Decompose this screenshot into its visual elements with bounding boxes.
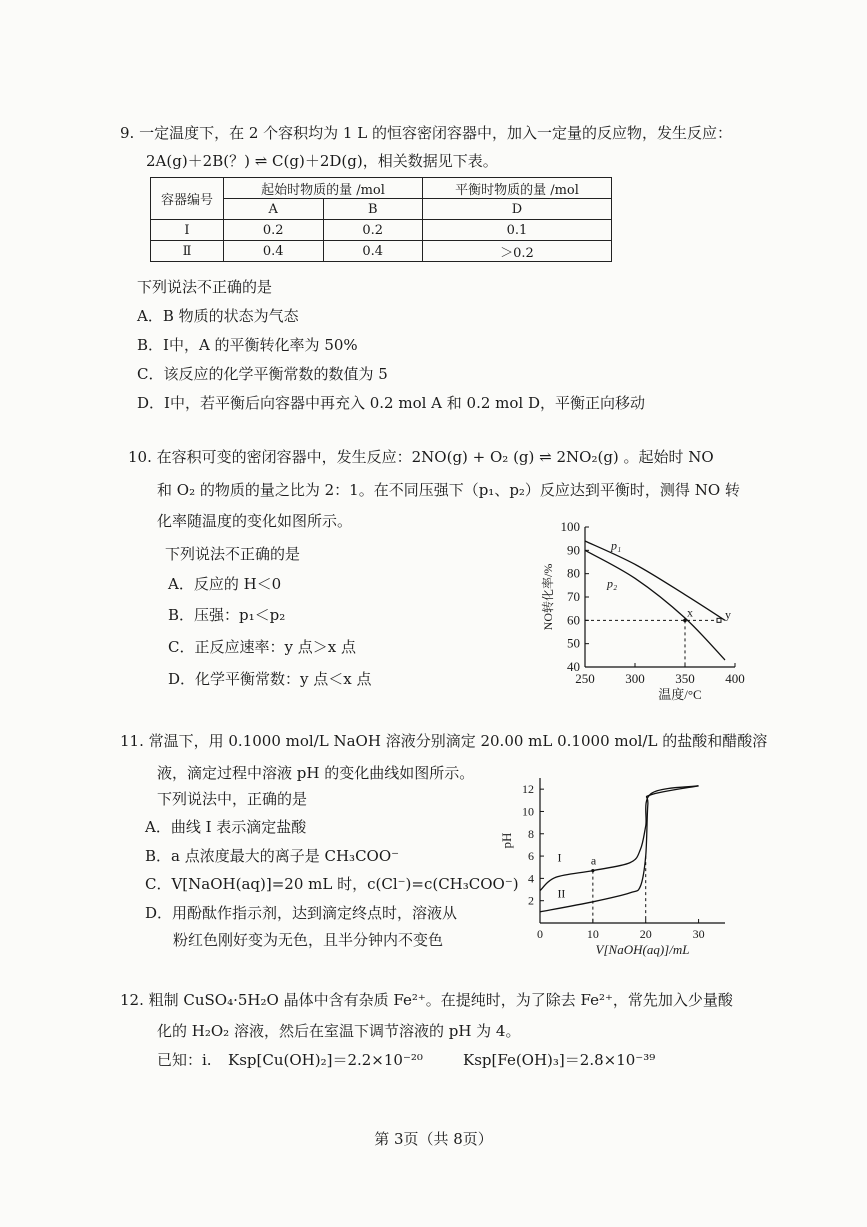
q9-option-c: C．该反应的化学平衡常数的数值为 5 xyxy=(137,365,388,383)
y-tick-label: 80 xyxy=(567,565,580,581)
q9-option-d: D．Ⅰ中，若平衡后向容器中再充入 0.2 mol A 和 0.2 mol D，平衡正向移动 xyxy=(137,394,646,412)
q11-option-d: D．用酚酞作指示剂，达到滴定终点时，溶液从 xyxy=(145,904,458,922)
q11-option-c: C．V[NaOH(aq)]=20 mL 时，c(Cl⁻)=c(CH₃COO⁻) xyxy=(145,875,519,893)
y-tick-label: 6 xyxy=(528,849,534,864)
x-tick-label: 20 xyxy=(639,927,652,941)
series-label-I: I xyxy=(557,850,562,865)
q10-option-a: A．反应的 H＜0 xyxy=(168,575,282,593)
page-footer: 第 3页（共 8页） xyxy=(374,1130,493,1148)
q11-stem: 下列说法中，正确的是 xyxy=(157,790,308,808)
y-tick-label: 2 xyxy=(528,893,534,908)
y-tick-label: 12 xyxy=(522,782,534,797)
y-tick-label: 40 xyxy=(567,659,580,674)
x-tick-label: 10 xyxy=(586,927,599,941)
q11-line2: 液，滴定过程中溶液 pH 的变化曲线如图所示。 xyxy=(157,764,475,782)
y-tick-label: 70 xyxy=(567,589,580,604)
q12-ksp-fe: Ksp[Fe(OH)₃]＝2.8×10⁻³⁹ xyxy=(463,1051,656,1069)
titration-chart xyxy=(495,768,740,958)
x-tick-label: 300 xyxy=(625,671,645,686)
table-cell-d: 0.1 xyxy=(423,220,612,241)
q11-option-d-cont: 粉红色刚好变为无色，且半分钟内不变色 xyxy=(173,931,444,949)
y-tick-label: 90 xyxy=(567,542,580,558)
x-tick-label: 350 xyxy=(675,671,695,686)
x-tick-label: 250 xyxy=(575,671,595,686)
point-y-label: y xyxy=(725,607,731,622)
series-label-II: II xyxy=(557,886,566,901)
table-cell-a: 0.4 xyxy=(224,241,324,262)
q12-line2: 化的 H₂O₂ 溶液，然后在室温下调节溶液的 pH 为 4。 xyxy=(157,1022,521,1040)
point-a-label: a xyxy=(590,853,597,868)
q10-line2: 和 O₂ 的物质的量之比为 2：1。在不同压强下（p₁、p₂）反应达到平衡时，测得 NO 转 xyxy=(157,481,740,499)
q10-option-c: C．正反应速率：y 点＞x 点 xyxy=(168,638,356,656)
y-tick-label: 10 xyxy=(522,804,534,819)
x-tick-label: 30 xyxy=(692,927,705,941)
x-axis-label: V[NaOH(aq)]/mL xyxy=(595,942,690,957)
table-header-start: 起始时物质的量 /mol xyxy=(224,178,423,199)
y-tick-label: 60 xyxy=(567,612,580,628)
series-label-p2: p₂ xyxy=(607,576,618,591)
table-row xyxy=(151,220,612,241)
q9-line2: 2A(g)＋2B(？) ⇌ C(g)＋2D(g)，相关数据见下表。 xyxy=(146,152,498,170)
x-axis-label: 温度/°C xyxy=(658,687,702,702)
x-tick-label: 400 xyxy=(725,671,745,686)
y-axis-label: NO转化率/% xyxy=(541,563,555,631)
q11-option-b: B．a 点浓度最大的离子是 CH₃COO⁻ xyxy=(145,847,400,865)
q9-option-b: B．Ⅰ中，A 的平衡转化率为 50% xyxy=(137,336,358,354)
series-line-p1 xyxy=(585,538,725,620)
q10-line3: 化率随温度的变化如图所示。 xyxy=(157,512,353,530)
table-sub-d: D xyxy=(423,199,612,220)
x-tick-label: 0 xyxy=(537,927,543,941)
q9-option-a: A．B 物质的状态为气态 xyxy=(137,307,299,325)
q11-option-a: A．曲线 I 表示滴定盐酸 xyxy=(145,818,307,836)
table-cell-d: ＞0.2 xyxy=(423,241,612,262)
y-tick-label: 8 xyxy=(528,826,534,841)
q12-line1: 12. 粗制 CuSO₄·5H₂O 晶体中含有杂质 Fe²⁺。在提纯时，为了除去 Fe²⁺，常先加入少量酸 xyxy=(120,991,733,1009)
no-conversion-chart xyxy=(530,512,760,702)
table-cell-b: 0.2 xyxy=(323,220,423,241)
table-cell-id: Ⅱ xyxy=(151,241,224,262)
table-header-eq: 平衡时物质的量 /mol xyxy=(423,178,612,199)
q12-known-label: 已知：i. xyxy=(157,1051,212,1069)
table-cell-b: 0.4 xyxy=(323,241,423,262)
y-axis-label: pH xyxy=(499,832,514,849)
q10-line1: 10. 在容积可变的密闭容器中，发生反应：2NO(g) + O₂ (g) ⇌ 2NO₂(g) 。起始时 NO xyxy=(128,448,714,466)
q12-ksp-cu: Ksp[Cu(OH)₂]＝2.2×10⁻²⁰ xyxy=(228,1051,423,1069)
table-header-container: 容器编号 xyxy=(151,178,224,220)
q9-line1: 9. 一定温度下，在 2 个容积均为 1 L 的恒容密闭容器中，加入一定量的反应物，发生反应： xyxy=(120,124,732,142)
point-y xyxy=(717,618,721,622)
q10-stem: 下列说法不正确的是 xyxy=(165,545,301,563)
table-row xyxy=(151,241,612,262)
q9-data-table xyxy=(150,177,612,262)
q11-line1: 11. 常温下，用 0.1000 mol/L NaOH 溶液分别滴定 20.00 mL 0.1000 mol/L 的盐酸和醋酸溶 xyxy=(120,732,768,750)
table-cell-a: 0.2 xyxy=(224,220,324,241)
series-label-p1: p₁ xyxy=(611,538,622,553)
q10-option-d: D．化学平衡常数：y 点＜x 点 xyxy=(168,670,372,688)
y-tick-label: 50 xyxy=(567,635,580,651)
y-tick-label: 100 xyxy=(560,519,580,534)
series-line-I xyxy=(540,786,699,891)
table-sub-b: B xyxy=(323,199,423,220)
point-a xyxy=(591,869,594,872)
q10-option-b: B．压强：p₁＜p₂ xyxy=(168,606,286,624)
q9-stem: 下列说法不正确的是 xyxy=(137,278,273,296)
table-sub-a: A xyxy=(224,199,324,220)
y-tick-label: 4 xyxy=(528,871,534,886)
series-line-p2 xyxy=(585,550,725,660)
point-x-label: x xyxy=(687,605,693,620)
table-cell-id: Ⅰ xyxy=(151,220,224,241)
